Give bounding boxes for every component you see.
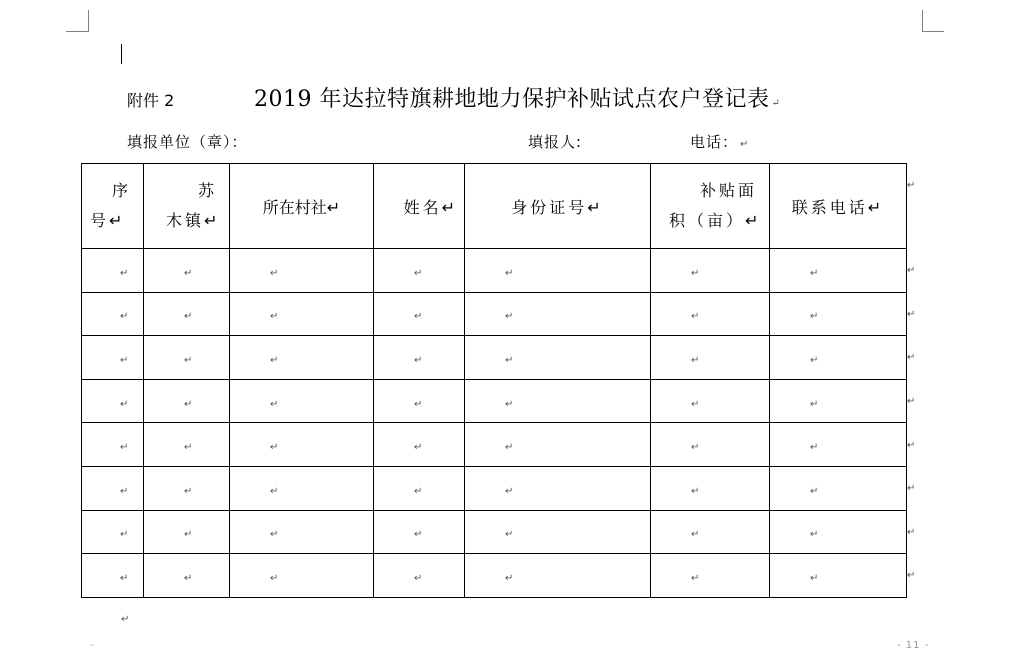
row-end-mark-icon: ↵ — [907, 440, 916, 451]
paragraph-mark-icon: ↵ — [121, 614, 130, 625]
cell-end-mark-icon: ↵ — [414, 572, 423, 584]
cell-end-mark-icon: ↵ — [270, 311, 279, 323]
cell-end-mark-icon: ↵ — [120, 529, 129, 541]
table-cell[interactable] — [230, 249, 374, 293]
table-cell[interactable] — [82, 423, 144, 467]
row-end-mark-icon: ↵ — [907, 180, 916, 191]
header-text: 联系电话↵ — [791, 197, 885, 217]
cell-end-mark-icon: ↵ — [120, 485, 129, 497]
table-row — [82, 336, 907, 380]
table-row — [82, 249, 907, 293]
table-cell[interactable] — [374, 249, 465, 293]
cell-end-mark-icon: ↵ — [184, 529, 193, 541]
cell-end-mark-icon: ↵ — [270, 442, 279, 454]
table-cell[interactable] — [465, 336, 651, 380]
cell-end-mark-icon: ↵ — [270, 572, 279, 584]
table-body — [82, 249, 907, 598]
cell-end-mark-icon: ↵ — [120, 442, 129, 454]
cell-end-mark-icon: ↵ — [414, 354, 423, 366]
table-cell[interactable] — [465, 292, 651, 336]
cell-end-mark-icon: ↵ — [691, 354, 700, 366]
table-row — [82, 379, 907, 423]
header-text: 姓名↵ — [403, 197, 458, 217]
cell-end-mark-icon: ↵ — [270, 398, 279, 410]
header-text: 补贴面 — [699, 181, 757, 200]
cell-end-mark-icon: ↵ — [691, 267, 700, 279]
cell-end-mark-icon: ↵ — [505, 267, 514, 279]
fill-phone-text: 电话： — [690, 133, 739, 151]
table-cell[interactable] — [82, 379, 144, 423]
cell-end-mark-icon: ↵ — [270, 485, 279, 497]
cell-end-mark-icon: ↵ — [184, 398, 193, 410]
cell-end-mark-icon: ↵ — [120, 267, 129, 279]
table-header-row — [82, 164, 907, 249]
table-cell[interactable] — [374, 292, 465, 336]
table-cell[interactable] — [465, 466, 651, 510]
row-end-mark-icon: ↵ — [907, 265, 916, 276]
cell-end-mark-icon: ↵ — [505, 398, 514, 410]
table-cell[interactable] — [770, 554, 907, 598]
table-cell[interactable] — [465, 510, 651, 554]
attachment-label: 附件 2 — [127, 91, 175, 110]
table-cell[interactable] — [465, 379, 651, 423]
document-title — [254, 82, 780, 113]
paragraph-mark-icon: ↵ — [771, 98, 781, 109]
table-cell[interactable] — [144, 554, 230, 598]
cell-end-mark-icon: ↵ — [810, 267, 819, 279]
header-text: 积（亩）↵ — [669, 211, 762, 230]
table-cell[interactable] — [230, 423, 374, 467]
cell-end-mark-icon: ↵ — [810, 311, 819, 323]
cell-end-mark-icon: ↵ — [414, 442, 423, 454]
table-cell[interactable] — [651, 379, 770, 423]
table-cell[interactable] — [770, 249, 907, 293]
cell-end-mark-icon: ↵ — [810, 398, 819, 410]
table-cell[interactable] — [82, 554, 144, 598]
header-subsidy-area — [651, 164, 770, 249]
table-cell[interactable] — [770, 292, 907, 336]
header-text: 所在村社↵ — [262, 197, 341, 217]
cell-end-mark-icon: ↵ — [691, 529, 700, 541]
cell-end-mark-icon: ↵ — [691, 572, 700, 584]
cell-end-mark-icon: ↵ — [184, 572, 193, 584]
cell-end-mark-icon: ↵ — [414, 267, 423, 279]
table-cell[interactable] — [230, 336, 374, 380]
row-end-mark-icon: ↵ — [907, 396, 916, 407]
cell-end-mark-icon: ↵ — [505, 354, 514, 366]
header-text: 苏 — [197, 181, 217, 200]
table-cell[interactable] — [651, 466, 770, 510]
cell-end-mark-icon: ↵ — [691, 398, 700, 410]
table-cell[interactable] — [651, 336, 770, 380]
table-cell[interactable] — [82, 510, 144, 554]
table-cell[interactable] — [465, 423, 651, 467]
cell-end-mark-icon: ↵ — [184, 442, 193, 454]
table-cell[interactable] — [82, 466, 144, 510]
crop-mark-top-right-vertical — [922, 10, 923, 32]
cell-end-mark-icon: ↵ — [120, 572, 129, 584]
table-row — [82, 423, 907, 467]
table-cell[interactable] — [374, 554, 465, 598]
table-cell[interactable] — [230, 466, 374, 510]
table-cell[interactable] — [770, 379, 907, 423]
table-cell[interactable] — [144, 379, 230, 423]
table-cell[interactable] — [374, 423, 465, 467]
row-end-mark-icon: ↵ — [907, 527, 916, 538]
registration-table — [81, 163, 907, 598]
table-cell[interactable] — [651, 292, 770, 336]
cell-end-mark-icon: ↵ — [414, 529, 423, 541]
header-village — [230, 164, 374, 249]
table-cell[interactable] — [651, 423, 770, 467]
header-text: 身份证号↵ — [511, 197, 604, 217]
cell-end-mark-icon: ↵ — [120, 354, 129, 366]
table-cell[interactable] — [651, 249, 770, 293]
header-id-number — [465, 164, 651, 249]
table-cell[interactable] — [374, 336, 465, 380]
header-text: 序 — [111, 181, 131, 200]
crop-mark-top-left-vertical — [88, 10, 89, 32]
cell-end-mark-icon: ↵ — [184, 354, 193, 366]
fill-phone-label — [690, 131, 749, 152]
page-number: - 11 - — [897, 640, 930, 651]
row-end-mark-icon: ↵ — [907, 570, 916, 581]
table-cell[interactable] — [374, 379, 465, 423]
crop-mark-top-left-horizontal — [66, 31, 88, 32]
cell-end-mark-icon: ↵ — [414, 485, 423, 497]
header-name — [374, 164, 465, 249]
table-cell[interactable] — [230, 554, 374, 598]
cell-end-mark-icon: ↵ — [691, 442, 700, 454]
cell-end-mark-icon: ↵ — [414, 311, 423, 323]
table-cell[interactable] — [144, 249, 230, 293]
table-cell[interactable] — [651, 510, 770, 554]
table-row — [82, 292, 907, 336]
table-cell[interactable] — [770, 336, 907, 380]
table-cell[interactable] — [82, 249, 144, 293]
cell-end-mark-icon: ↵ — [505, 572, 514, 584]
header-township — [144, 164, 230, 249]
table-cell[interactable] — [374, 466, 465, 510]
row-end-mark-icon: ↵ — [907, 483, 916, 494]
table-cell[interactable] — [230, 292, 374, 336]
cell-end-mark-icon: ↵ — [810, 529, 819, 541]
cell-end-mark-icon: ↵ — [184, 311, 193, 323]
crop-mark-top-right-horizontal — [922, 31, 944, 32]
cell-end-mark-icon: ↵ — [810, 354, 819, 366]
cell-end-mark-icon: ↵ — [810, 572, 819, 584]
cell-end-mark-icon: ↵ — [270, 354, 279, 366]
table-cell[interactable] — [144, 423, 230, 467]
cell-end-mark-icon: ↵ — [691, 311, 700, 323]
header-contact-phone — [770, 164, 907, 249]
cell-end-mark-icon: ↵ — [270, 529, 279, 541]
cell-end-mark-icon: ↵ — [505, 485, 514, 497]
cell-end-mark-icon: ↵ — [810, 485, 819, 497]
document-title-text: 2019 年达拉特旗耕地地力保护补贴试点农户登记表 — [254, 87, 770, 112]
table-cell[interactable] — [230, 510, 374, 554]
cell-end-mark-icon: ↵ — [184, 267, 193, 279]
cell-end-mark-icon: ↵ — [505, 442, 514, 454]
cell-end-mark-icon: ↵ — [810, 442, 819, 454]
footer-mark: ·· — [89, 641, 95, 650]
table-cell[interactable] — [144, 510, 230, 554]
text-cursor — [121, 44, 122, 64]
table-cell[interactable] — [144, 336, 230, 380]
fill-reporter-label: 填报人: — [528, 133, 583, 151]
cell-end-mark-icon: ↵ — [184, 485, 193, 497]
cell-end-mark-icon: ↵ — [414, 398, 423, 410]
table-cell[interactable] — [651, 554, 770, 598]
cell-end-mark-icon: ↵ — [505, 311, 514, 323]
header-serial-number — [82, 164, 144, 249]
table-cell[interactable] — [82, 292, 144, 336]
fill-unit-label: 填报单位（章）： — [127, 133, 248, 151]
table-row — [82, 510, 907, 554]
table-row — [82, 466, 907, 510]
table-cell[interactable] — [144, 466, 230, 510]
header-text: 号↵ — [90, 211, 126, 230]
table-cell[interactable] — [374, 510, 465, 554]
table-cell[interactable] — [770, 466, 907, 510]
table-cell[interactable] — [770, 423, 907, 467]
cell-end-mark-icon: ↵ — [120, 398, 129, 410]
cell-end-mark-icon: ↵ — [691, 485, 700, 497]
table-cell[interactable] — [82, 336, 144, 380]
row-end-mark-icon: ↵ — [907, 352, 916, 363]
table-cell[interactable] — [144, 292, 230, 336]
table-cell[interactable] — [465, 554, 651, 598]
cell-end-mark-icon: ↵ — [120, 311, 129, 323]
table-cell[interactable] — [230, 379, 374, 423]
header-text: 木镇↵ — [166, 211, 221, 230]
cell-end-mark-icon: ↵ — [270, 267, 279, 279]
row-end-mark-icon: ↵ — [907, 309, 916, 320]
table-cell[interactable] — [770, 510, 907, 554]
table-row — [82, 554, 907, 598]
paragraph-mark-icon: ↵ — [740, 139, 750, 150]
table-cell[interactable] — [465, 249, 651, 293]
cell-end-mark-icon: ↵ — [505, 529, 514, 541]
